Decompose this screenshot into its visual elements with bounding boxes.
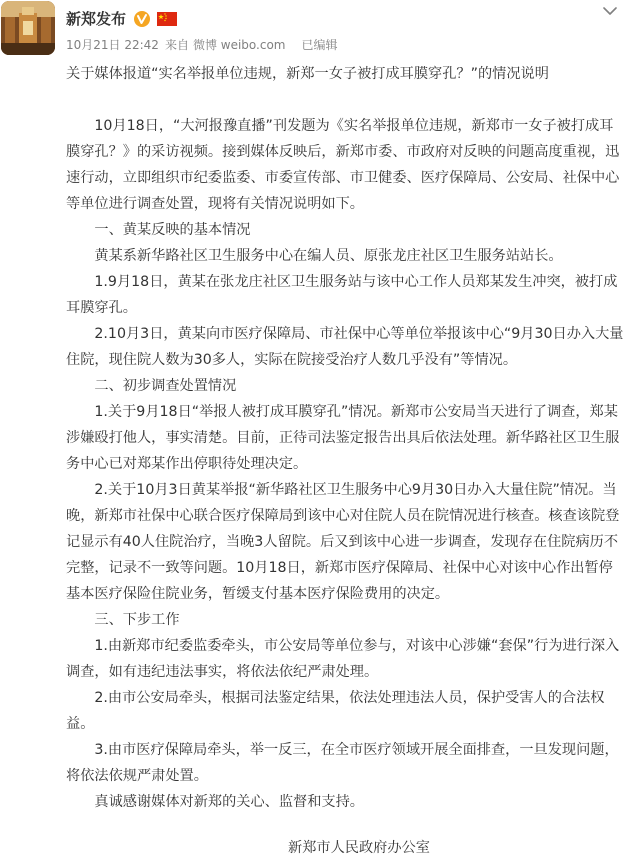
avatar-image-icon — [1, 1, 55, 55]
paragraph-4: 2.10月3日，黄某向市医疗保障局、市社保中心等单位举报该中心“9月30日办入大量住院，现住院人数为30多人，实际在院接受治疗人数几乎没有”等情况。 — [66, 326, 624, 368]
avatar[interactable] — [1, 1, 55, 55]
section-heading-3: 三、下步工作 — [94, 612, 180, 628]
paragraph-1: 10月18日，“大河报豫直播”刊发题为《实名举报单位违规，新郑市一女子被打成耳膜穿孔？》的采访视频。接到媒体反映后，新郑市委、市政府对反映的问题高度重视，迅速行动，立即组织市纪委监委、市委宣传部、市卫健委、医疗保障局、公安局、社保中心等单位进行调查处置，现将有关情况说明如下。 — [66, 118, 620, 212]
post-meta — [66, 37, 344, 53]
edited-badge[interactable]: 已编辑 — [301, 38, 338, 52]
paragraph-3: 1.9月18日，黄某在张龙庄社区卫生服务站与该中心工作人员郑某发生冲突，被打成耳膜穿孔。 — [66, 274, 618, 316]
section-heading-1: 一、黄某反映的基本情况 — [94, 222, 251, 238]
paragraph-6: 2.关于10月3日黄某举报“新华路社区卫生服务中心9月30日办入大量住院”情况。当晚，新郑市社保中心联合医疗保障局到该中心对住院人员在院情况进行核查。核查该院登记显示有40人住院治疗，当晚3人留院。后又到该中心进一步调查，发现存在住院病历不完整，记录不一致等问题。10月18日，新郑市医疗保障局、社保中心对该中心作出暂停基本医疗保险住院业务，暂缓支付基本医疗保险费用的决定。 — [66, 482, 620, 602]
signature: 新郑市人民政府办公室 — [288, 840, 430, 856]
post-title: 关于媒体报道“实名举报单位违规，新郑一女子被打成耳膜穿孔？”的情况说明 — [66, 66, 549, 82]
post-source-label: 来自 — [164, 38, 189, 52]
paragraph-8: 2.由市公安局牵头，根据司法鉴定结果，依法处理违法人员，保护受害人的合法权益。 — [66, 690, 605, 732]
paragraph-5: 1.关于9月18日“举报人被打成耳膜穿孔”情况。新郑市公安局当天进行了调查，郑某涉嫌殴打他人，事实清楚。目前，正待司法鉴定报告出具后依法处理。新华路社区卫生服务中心已对郑某作出停职待处理决定。 — [66, 404, 620, 472]
paragraph-10: 真诚感谢媒体对新郑的关心、监督和支持。 — [94, 794, 364, 810]
china-flag-icon — [157, 12, 177, 26]
paragraph-9: 3.由市医疗保障局牵头，举一反三，在全市医疗领域开展全面排查，一旦发现问题，将依法依规严肃处置。 — [66, 742, 619, 784]
username-link[interactable]: 新郑发布 — [66, 10, 127, 28]
paragraph-7: 1.由新郑市纪委监委牵头，市公安局等单位参与，对该中心涉嫌“套保”行为进行深入调查，如有违纪违法事实，将依法依纪严肃处理。 — [66, 638, 620, 680]
post-content — [66, 61, 624, 856]
chevron-down-icon[interactable] — [603, 6, 617, 16]
post-date[interactable]: 10月21日 22:42 — [66, 38, 159, 52]
paragraph-2: 黄某系新华路社区卫生服务中心在编人员、原张龙庄社区卫生服务站站长。 — [94, 248, 563, 264]
post-source[interactable]: 微博 weibo.com — [192, 38, 286, 52]
verified-v-icon — [134, 11, 150, 27]
section-heading-2: 二、初步调查处置情况 — [94, 378, 237, 394]
